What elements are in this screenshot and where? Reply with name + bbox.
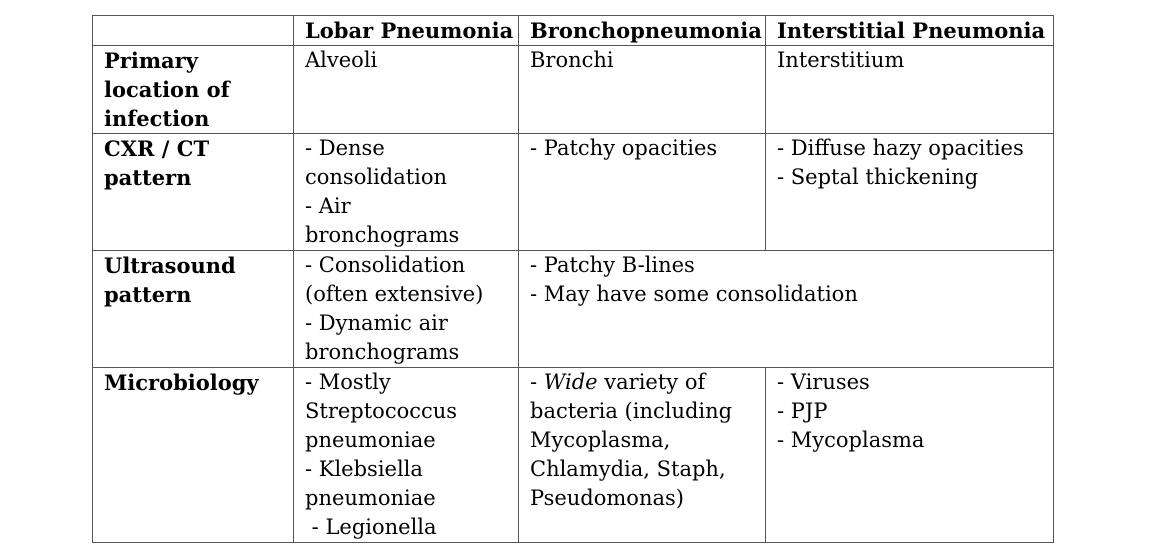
cell-broncho-microbiology: - Wide variety of bacteria (including Mycoplasma, Chlamydia, Staph, Pseudomonas) — [519, 368, 766, 543]
table-row — [93, 134, 1054, 251]
cell-lobar-location: Alveoli — [294, 46, 519, 134]
cell-interstitial-cxr: - Diffuse hazy opacities - Septal thickening — [766, 134, 1054, 251]
header-row — [93, 16, 1054, 46]
emphasis-wide: Wide — [543, 370, 598, 394]
row-label-primary-location: Primary location of infection — [93, 46, 294, 134]
cell-broncho-interstitial-ultrasound: - Patchy B-lines - May have some consolidation — [519, 251, 1054, 368]
pneumonia-comparison-table — [92, 15, 1054, 543]
table-row — [93, 368, 1054, 543]
header-lobar: Lobar Pneumonia — [294, 16, 519, 46]
cell-broncho-location: Bronchi — [519, 46, 766, 134]
cell-lobar-ultrasound: - Consolidation (often extensive) - Dynamic air bronchograms — [294, 251, 519, 368]
cell-lobar-cxr: - Dense consolidation - Air bronchograms — [294, 134, 519, 251]
header-interstitial: Interstitial Pneumonia — [766, 16, 1054, 46]
row-label-microbiology: Microbiology — [93, 368, 294, 543]
cell-interstitial-microbiology: - Viruses - PJP - Mycoplasma — [766, 368, 1054, 543]
header-bronchopneumonia: Bronchopneumonia — [519, 16, 766, 46]
header-empty-cell — [93, 16, 294, 46]
cell-lobar-microbiology: - Mostly Streptococcus pneumoniae - Klebsiella pneumoniae - Legionella — [294, 368, 519, 543]
table-row — [93, 46, 1054, 134]
cell-broncho-cxr: - Patchy opacities — [519, 134, 766, 251]
table-row — [93, 251, 1054, 368]
row-label-cxr-ct: CXR / CT pattern — [93, 134, 294, 251]
cell-interstitial-location: Interstitium — [766, 46, 1054, 134]
row-label-ultrasound: Ultrasound pattern — [93, 251, 294, 368]
